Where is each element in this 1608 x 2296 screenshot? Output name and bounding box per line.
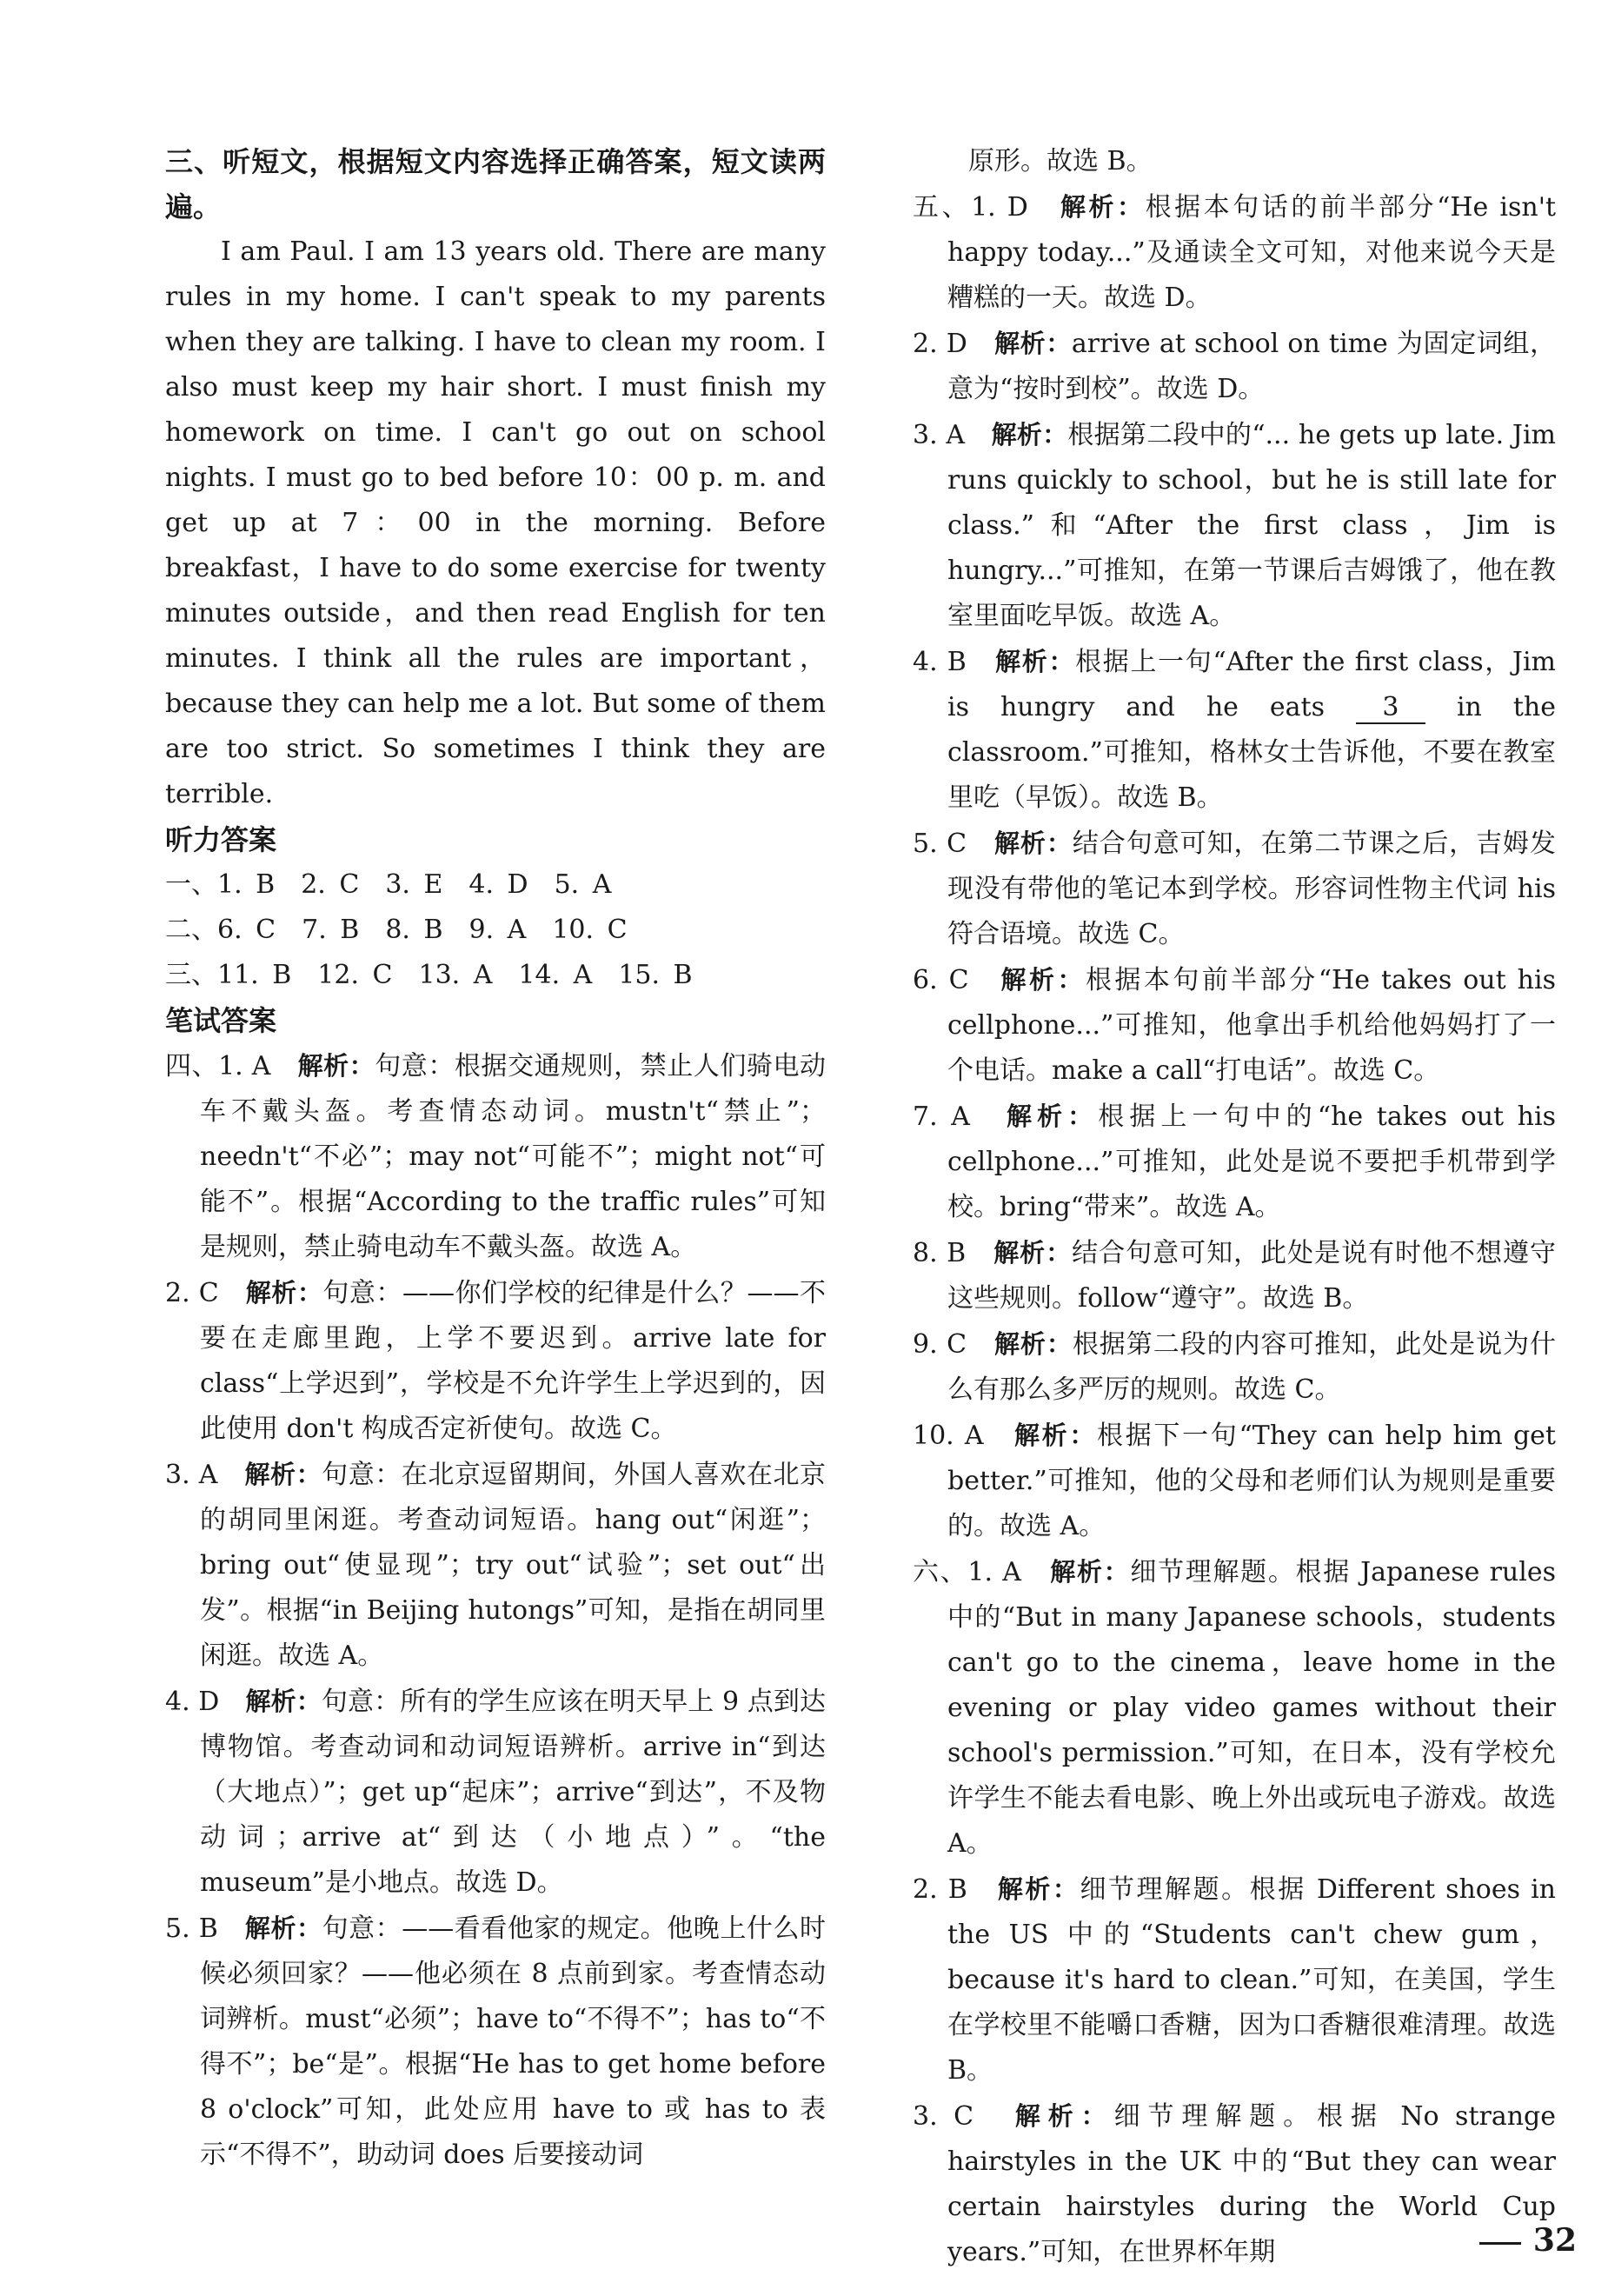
analysis-text: in the classroom.”可推知，格林女士告诉他，不要在教室里吃（早饭）。故选 B。 xyxy=(947,692,1556,813)
analysis-text: 句意：根据交通规则，禁止人们骑电动车不戴头盔。考查情态动词。mustn't“禁止”；needn't“不必”；may not“可能不”；might not“可能不”。根据“According to the traffic rules”可知是规则，禁止骑电动车不戴头盔。故选 A。 xyxy=(200,1051,827,1262)
answer-number: 10. A xyxy=(913,1421,984,1451)
page-number-value: 32 xyxy=(1532,2222,1577,2259)
analysis-label: 解析： xyxy=(1014,2101,1114,2131)
answer-item xyxy=(165,1679,826,1906)
analysis-label: 解析： xyxy=(1013,1421,1098,1450)
listening-passage: I am Paul. I am 13 years old. There are many rules in my home. I can't speak to my parents when they are talking. I have to clean my room. I also must keep my hair short. I must finish my homework on time. I can't go out on school nights. I must go to bed before 10：00 p. m. and get up at 7：00 in the morning. Before breakfast，I have to do some exercise for twenty minutes outside，and then read English for ten minutes. I think all the rules are important，because they can help me a lot. But some of them are too strict. So sometimes I think they are terrible. xyxy=(165,236,826,809)
answer-item xyxy=(165,1906,826,2178)
analysis-text: arrive at school on time 为固定词组，意为“按时到校”。故选 D。 xyxy=(947,329,1556,404)
analysis-label: 解析： xyxy=(1060,192,1146,222)
listening-answers-1: 一、1. B 2. C 3. E 4. D 5. A xyxy=(165,869,612,900)
answer-number: 2. B xyxy=(913,1874,967,1905)
answer-number: 3. C xyxy=(913,2101,974,2132)
answer-number: 9. C xyxy=(913,1329,967,1360)
answer-number: 5. B xyxy=(165,1913,218,1944)
answer-item xyxy=(913,1321,1556,1413)
analysis-text: 根据上一句“After the first class，Jim is hungry and he eats xyxy=(947,647,1556,722)
answer-number: 8. B xyxy=(913,1238,967,1268)
analysis-label: 解析： xyxy=(1050,1557,1131,1587)
answer-number: 五、1. D xyxy=(913,192,1028,223)
analysis-text: 细节理解题。根据 Different shoes in the US 中的“Students can't chew gum，because it's hard to clean.”可知，在美国，学生在学校里不能嚼口香糖，因为口香糖很难清理。故选 B。 xyxy=(947,1874,1556,2086)
analysis-label: 解析： xyxy=(244,1460,322,1489)
continued-line: 原形。故选 B。 xyxy=(968,146,1153,176)
answer-number: 2. D xyxy=(913,329,967,359)
answer-item xyxy=(913,321,1556,412)
written-heading: 笔试答案 xyxy=(165,1004,277,1037)
answer-item xyxy=(913,2093,1556,2275)
answer-item xyxy=(913,639,1556,821)
analysis-text: 句意：——看看他家的规定。他晚上什么时候必须回家？——他必须在 8 点前到家。考查情态动词辨析。must“必须”；have to“不得不”；has to“不得不”；be“是”。根据“He has to get home before 8 o'clock”可知，此处应用 have to 或 has to 表示“不得不”，助动词 does 后要接动词 xyxy=(200,1913,826,2170)
page-number xyxy=(1479,2222,1577,2259)
answer-item xyxy=(913,821,1556,957)
analysis-label: 解析： xyxy=(245,1687,322,1716)
analysis-label: 解析： xyxy=(1007,1101,1099,1131)
answer-item xyxy=(165,1043,826,1270)
left-column xyxy=(165,139,826,2178)
answer-item xyxy=(165,1452,826,1679)
answer-item xyxy=(165,1270,826,1452)
answer-number: 四、1. A xyxy=(165,1051,271,1081)
analysis-label: 解析： xyxy=(993,1329,1073,1359)
answer-number: 7. A xyxy=(913,1101,970,1132)
answer-number: 4. B xyxy=(913,647,967,677)
analysis-text: 根据上一句中的“he takes out his cellphone...”可推知，此处是说不要把手机带到学校。bring“带来”。故选 A。 xyxy=(947,1101,1556,1222)
analysis-text: 根据下一句“They can help him get better.”可推知，他的父母和老师们认为规则是重要的。故选 A。 xyxy=(947,1421,1556,1541)
analysis-text: 细节理解题。根据 No strange hairstyles in the UK 中的“But they can wear certain hairstyles during the World Cup years.”可知，在世界杯年期 xyxy=(947,2101,1557,2267)
analysis-label: 解析： xyxy=(993,829,1073,858)
page-number-dash xyxy=(1479,2242,1521,2245)
analysis-label: 解析： xyxy=(997,1874,1080,1904)
answer-item xyxy=(913,1230,1556,1321)
analysis-label: 解析： xyxy=(993,1238,1073,1268)
analysis-label: 解析： xyxy=(1000,965,1086,995)
analysis-label: 解析： xyxy=(994,329,1072,358)
analysis-text: 句意：在北京逗留期间，外国人喜欢在北京的胡同里闲逛。考查动词短语。hang out“闲逛”；bring out“使显现”；try out“试验”；set out“出发”。根据“in Beijing hutongs”可知，是指在胡同里闲逛。故选 A。 xyxy=(200,1460,827,1671)
answer-item xyxy=(913,1413,1556,1549)
answer-number: 六、1. A xyxy=(913,1557,1021,1587)
answer-number: 5. C xyxy=(913,829,967,859)
answer-item xyxy=(913,957,1556,1094)
analysis-text: 细节理解题。根据 Japanese rules 中的“But in many Japanese schools，students can't go to the cinema，leave home in the evening or play video games without their school's permission.”可知，在日本，没有学校允许学生不能去看电影、晚上外出或玩电子游戏。故选 A。 xyxy=(947,1557,1556,1859)
analysis-label: 解析： xyxy=(991,420,1068,449)
listening-answers-2: 二、6. C 7. B 8. B 9. A 10. C xyxy=(165,915,628,945)
answer-item xyxy=(913,1549,1556,1867)
analysis-text: 根据本句前半部分“He takes out his cellphone...”可推知，他拿出手机给他妈妈打了一个电话。make a call“打电话”。故选 C。 xyxy=(947,965,1556,1086)
analysis-text: 句意：——你们学校的纪律是什么？——不要在走廊里跑，上学不要迟到。arrive late for class“上学迟到”，学校是不允许学生上学迟到的，因此使用 don't 构成否定祈使句。故选 C。 xyxy=(200,1278,826,1444)
analysis-label: 解析： xyxy=(245,1278,323,1308)
listening-answers-3: 三、11. B 12. C 13. A 14. A 15. B xyxy=(165,960,693,990)
answer-number: 2. C xyxy=(165,1278,219,1308)
listening-heading: 听力答案 xyxy=(165,823,277,856)
answer-item xyxy=(913,1094,1556,1230)
answer-number: 3. A xyxy=(913,420,966,450)
analysis-text: 结合句意可知，此处是说有时他不想遵守这些规则。follow“遵守”。故选 B。 xyxy=(947,1238,1556,1314)
answer-number: 6. C xyxy=(913,965,969,995)
right-column xyxy=(913,139,1556,2275)
analysis-text: 根据第二段的内容可推知，此处是说为什么有那么多严厉的规则。故选 C。 xyxy=(947,1329,1557,1405)
analysis-label: 解析： xyxy=(995,647,1076,676)
answer-item xyxy=(913,1867,1556,2093)
answer-item xyxy=(913,412,1556,639)
analysis-label: 解析： xyxy=(297,1051,375,1081)
analysis-label: 解析： xyxy=(244,1913,322,1943)
answer-item xyxy=(913,184,1556,321)
answer-number: 4. D xyxy=(165,1687,220,1717)
answer-number: 3. A xyxy=(165,1460,218,1490)
blank-number: 3 xyxy=(1356,693,1425,724)
analysis-text: 根据本句话的前半部分“He isn't happy today...”及通读全文可知，对他来说今天是糟糕的一天。故选 D。 xyxy=(947,192,1556,313)
section3-title: 三、听短文，根据短文内容选择正确答案，短文读两遍。 xyxy=(165,145,826,223)
analysis-text: 结合句意可知，在第二节课之后，吉姆发现没有带他的笔记本到学校。形容词性物主代词 his 符合语境。故选 C。 xyxy=(947,829,1557,949)
analysis-text: 根据第二段中的“... he gets up late. Jim runs quickly to school，but he is still late for class.”和“After the first class，Jim is hungry...”可推知，在第一节课后吉姆饿了，他在教室里面吃早饭。故选 A。 xyxy=(947,420,1557,631)
analysis-text: 句意：所有的学生应该在明天早上 9 点到达博物馆。考查动词和动词短语辨析。arrive in“到达（大地点）”；get up“起床”；arrive“到达”，不及物动词；arrive at“到达（小地点）”。“the museum”是小地点。故选 D。 xyxy=(200,1687,826,1898)
